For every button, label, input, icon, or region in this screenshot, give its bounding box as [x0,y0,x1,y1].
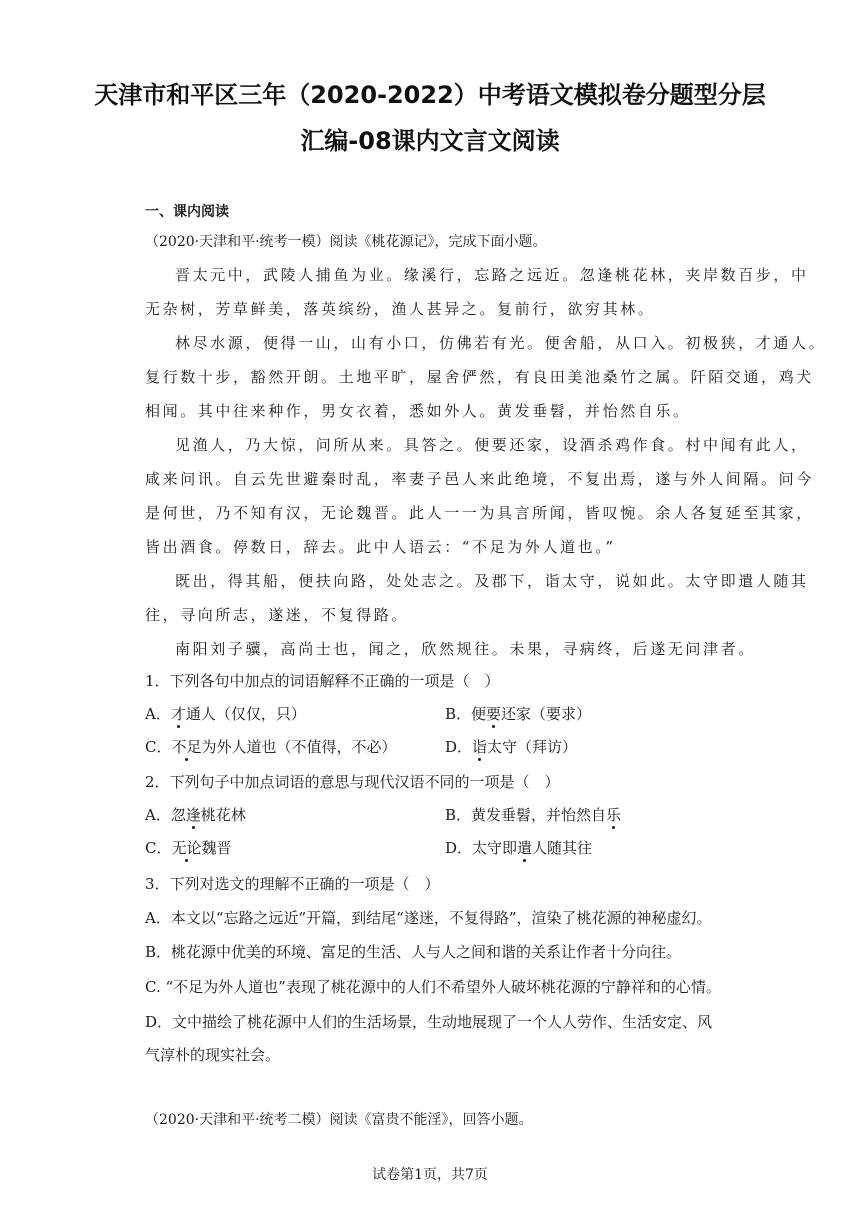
passage-line: 南阳刘子骥，高尚士也，闻之，欣然规往。未果，寻病终，后遂无问津者。 [175,640,756,658]
question-3-stem: 3．下列对选文的理解不正确的一项是（ ） [145,875,440,893]
page-footer: 试卷第1页，共7页 [372,1167,488,1183]
passage-intro-1: （2020·天津和平·统考一模）阅读《桃花源记》，完成下面小题。 [145,234,547,250]
passage-line: 既出，得其船，便扶向路，处处志之。及郡下，诣太守，说如此。太守即遣人随其 [175,572,809,590]
dotted-word: 乐 [606,806,622,824]
option-text: C． [145,839,172,857]
section-heading: 一、课内阅读 [145,204,229,220]
document-title-line-1: 天津市和平区三年（2020-2022）中考语文模拟卷分题型分层 [94,81,766,109]
question-2-option-c [145,838,232,858]
dotted-word: 遣 [517,839,533,857]
question-2-option-a [145,805,246,825]
option-text: 还家（要求） [501,705,592,723]
passage-line: 往，寻向所志，遂迷，不复得路。 [145,606,410,624]
question-1-option-a [145,704,306,724]
question-3-option-b: B．桃花源中优美的环境、富足的生活、人与人之间和谐的关系让作者十分向往。 [145,943,682,961]
option-text: B．黄发垂髫，并怡然自 [445,806,607,824]
question-1-option-b [445,704,591,724]
question-3-option-c: C. “不足为外人道也”表现了桃花源中的人们不希望外人破坏桃花源的宁静祥和的心情。 [145,978,721,996]
question-1-stem: 1．下列各句中加点的词语解释不正确的一项是（ ） [145,672,500,690]
passage-line: 复行数十步，豁然开朗。土地平旷，屋舍俨然，有良田美池桑竹之属。阡陌交通，鸡犬 [145,368,814,386]
passage-line: 晋太元中，武陵人捕鱼为业。缘溪行，忘路之远近。忽逢桃花林，夹岸数百步，中 [175,266,809,284]
question-3-option-a: A．本文以“忘路之远近”开篇，到结尾“遂迷，不复得路”，渲染了桃花源的神秘虚幻。 [145,909,712,927]
passage-line: 相闻。其中往来种作，男女衣着，悉如外人。黄发垂髫，并怡然自乐。 [145,402,691,420]
question-3-option-d-line-2: 气淳朴的现实社会。 [145,1046,281,1064]
passage-line: 是何世，乃不知有汉，无论魏晋。此人一一为具言所闻，皆叹惋。余人各复延至其家， [145,504,814,522]
passage-line: 林尽水源，便得一山，山有小口，仿佛若有光。便舍船，从口入。初极狭，才通人。 [175,334,827,352]
passage-line: 见渔人，乃大惊，问所从来。具答之。便要还家，设酒杀鸡作食。村中闻有此人， [175,436,809,454]
dotted-word: 才 [170,705,186,723]
dotted-word: 不足 [171,738,202,756]
document-title-line-2: 汇编-08课内文言文阅读 [300,127,560,155]
question-3-option-d-line-1: D．文中描绘了桃花源中人们的生活场景，生动地展现了一个人人劳作、生活安定、风 [145,1013,713,1031]
dotted-word: 无论 [171,839,202,857]
option-text: 为外人道也（不值得，不必） [201,738,397,756]
passage-line: 无杂树，芳草鲜美，落英缤纷，渔人甚异之。复前行，欲穷其林。 [145,300,656,318]
option-text: A．忽 [145,806,186,824]
passage-line: 咸来问讯。自云先世避秦时乱，率妻子邑人来此绝境，不复出焉，遂与外人间隔。问今 [145,470,814,488]
question-1-option-c [145,737,397,757]
question-1-option-d [445,737,577,757]
option-text: D． [445,738,473,756]
question-2-option-b [445,805,621,825]
option-text: B．便 [445,705,487,723]
question-2-option-d [445,838,592,858]
dotted-word: 诣 [472,738,488,756]
option-text: D．太守即 [445,839,518,857]
option-text: 太守（拜访） [487,738,578,756]
option-text: 桃花林 [200,806,246,824]
option-text: 魏晋 [201,839,232,857]
passage-intro-2: （2020·天津和平·统考二模）阅读《富贵不能淫》，回答小题。 [145,1112,533,1128]
option-text: 通人（仅仅，只） [185,705,306,723]
option-text: C． [145,738,172,756]
question-2-stem: 2．下列句子中加点词语的意思与现代汉语不同的一项是（ ） [145,773,560,791]
dotted-word: 逢 [185,806,201,824]
option-text: A． [145,705,171,723]
dotted-word: 要 [486,705,502,723]
option-text: 人随其往 [532,839,593,857]
passage-line: 皆出酒食。停数日，辞去。此中人语云：“不足为外人道也。” [145,538,616,556]
